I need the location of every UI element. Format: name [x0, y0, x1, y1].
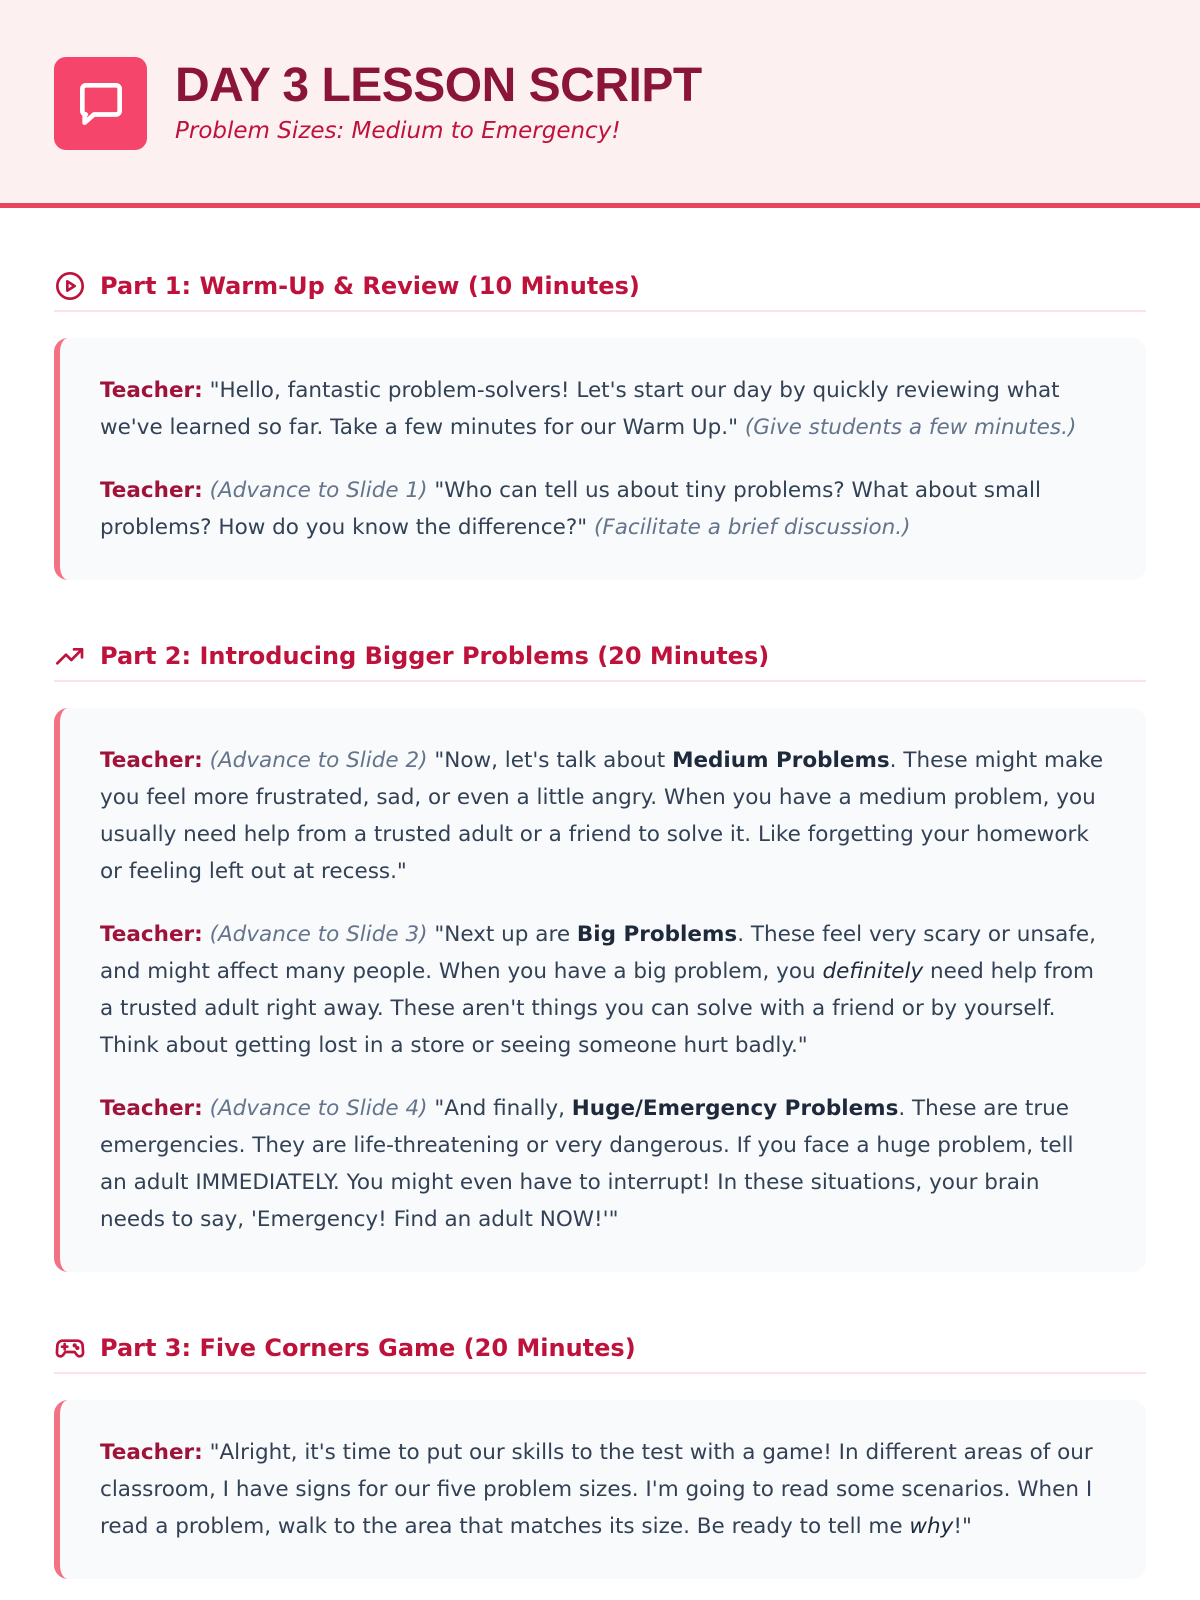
script-paragraph: Teacher: (Advance to Slide 3) "Next up are Big Problems. These feel very scary or unsafe, and might affect many people. When you have a big problem, you definitely need help from a trusted adult right away. These aren't things you can solve with a friend or by yourself. Think about getting lost in a store or seeing someone hurt badly.": [100, 922, 1096, 1058]
script-card: [54, 708, 1146, 1272]
stage-direction: (Facilitate a brief discussion.): [593, 515, 911, 540]
speaker-label: Teacher:: [100, 478, 203, 503]
page-header: [0, 0, 1200, 208]
trending-up-icon: [54, 640, 86, 672]
section-header: [54, 266, 1146, 312]
key-term: Big Problems: [576, 922, 738, 947]
emphasis: definitely: [822, 959, 924, 984]
key-term: Huge/Emergency Problems: [571, 1096, 899, 1121]
section-part-3: [54, 1328, 1146, 1579]
speaker-label: Teacher:: [100, 748, 203, 773]
speaker-label: Teacher:: [100, 922, 203, 947]
stage-direction: (Advance to Slide 3): [209, 922, 428, 947]
emphasis: why: [909, 1514, 954, 1539]
gamepad-icon: [54, 1332, 86, 1364]
speaker-label: Teacher:: [100, 1096, 203, 1121]
script-paragraph: Teacher: (Advance to Slide 2) "Now, let's talk about Medium Problems. These might make you feel more frustrated, sad, or even a little angry. When you have a medium problem, you usually need help from a trusted adult or a friend to solve it. Like forgetting your homework or feeling left out at recess.": [100, 748, 1104, 884]
speaker-label: Teacher:: [100, 1440, 203, 1465]
stage-direction: (Advance to Slide 2): [209, 748, 428, 773]
section-header: [54, 636, 1146, 682]
section-part-1: [54, 266, 1146, 580]
script-paragraph: Teacher: "Alright, it's time to put our skills to the test with a game! In different areas of our classroom, I have signs for our five problem sizes. I'm going to read some scenarios. When I read a problem, walk to the area that matches its size. Be ready to tell me why!": [100, 1440, 1093, 1539]
key-term: Medium Problems: [672, 748, 890, 773]
section-part-2: [54, 636, 1146, 1272]
script-card: [54, 338, 1146, 580]
speaker-label: Teacher:: [100, 378, 203, 403]
play-circle-icon: [54, 270, 86, 302]
script-paragraph: Teacher: (Advance to Slide 1) "Who can tell us about tiny problems? What about small problems? How do you know the difference?" (Facilitate a brief discussion.): [100, 478, 1042, 540]
lesson-content: [0, 266, 1200, 1579]
stage-direction: (Give students a few minutes.): [744, 415, 1077, 440]
stage-direction: (Advance to Slide 4): [209, 1096, 428, 1121]
page-title: DAY 3 LESSON SCRIPT: [175, 59, 702, 112]
stage-direction: (Advance to Slide 1): [209, 478, 428, 503]
script-card: [54, 1400, 1146, 1579]
section-header: [54, 1328, 1146, 1374]
chat-bubble-icon: [54, 57, 147, 150]
section-title: Part 3: Five Corners Game (20 Minutes): [100, 1334, 636, 1362]
script-paragraph: Teacher: (Advance to Slide 4) "And finally, Huge/Emergency Problems. These are true emergencies. They are life-threatening or very dangerous. If you face a huge problem, tell an adult IMMEDIATELY. You might even have to interrupt! In these situations, your brain needs to say, 'Emergency! Find an adult NOW!'": [100, 1096, 1074, 1232]
page-subtitle: Problem Sizes: Medium to Emergency!: [175, 118, 621, 144]
script-paragraph: Teacher: "Hello, fantastic problem-solvers! Let's start our day by quickly reviewing what we've learned so far. Take a few minutes for our Warm Up." (Give students a few minutes.): [100, 378, 1077, 440]
section-title: Part 2: Introducing Bigger Problems (20 Minutes): [100, 642, 770, 670]
section-title: Part 1: Warm-Up & Review (10 Minutes): [100, 272, 640, 300]
